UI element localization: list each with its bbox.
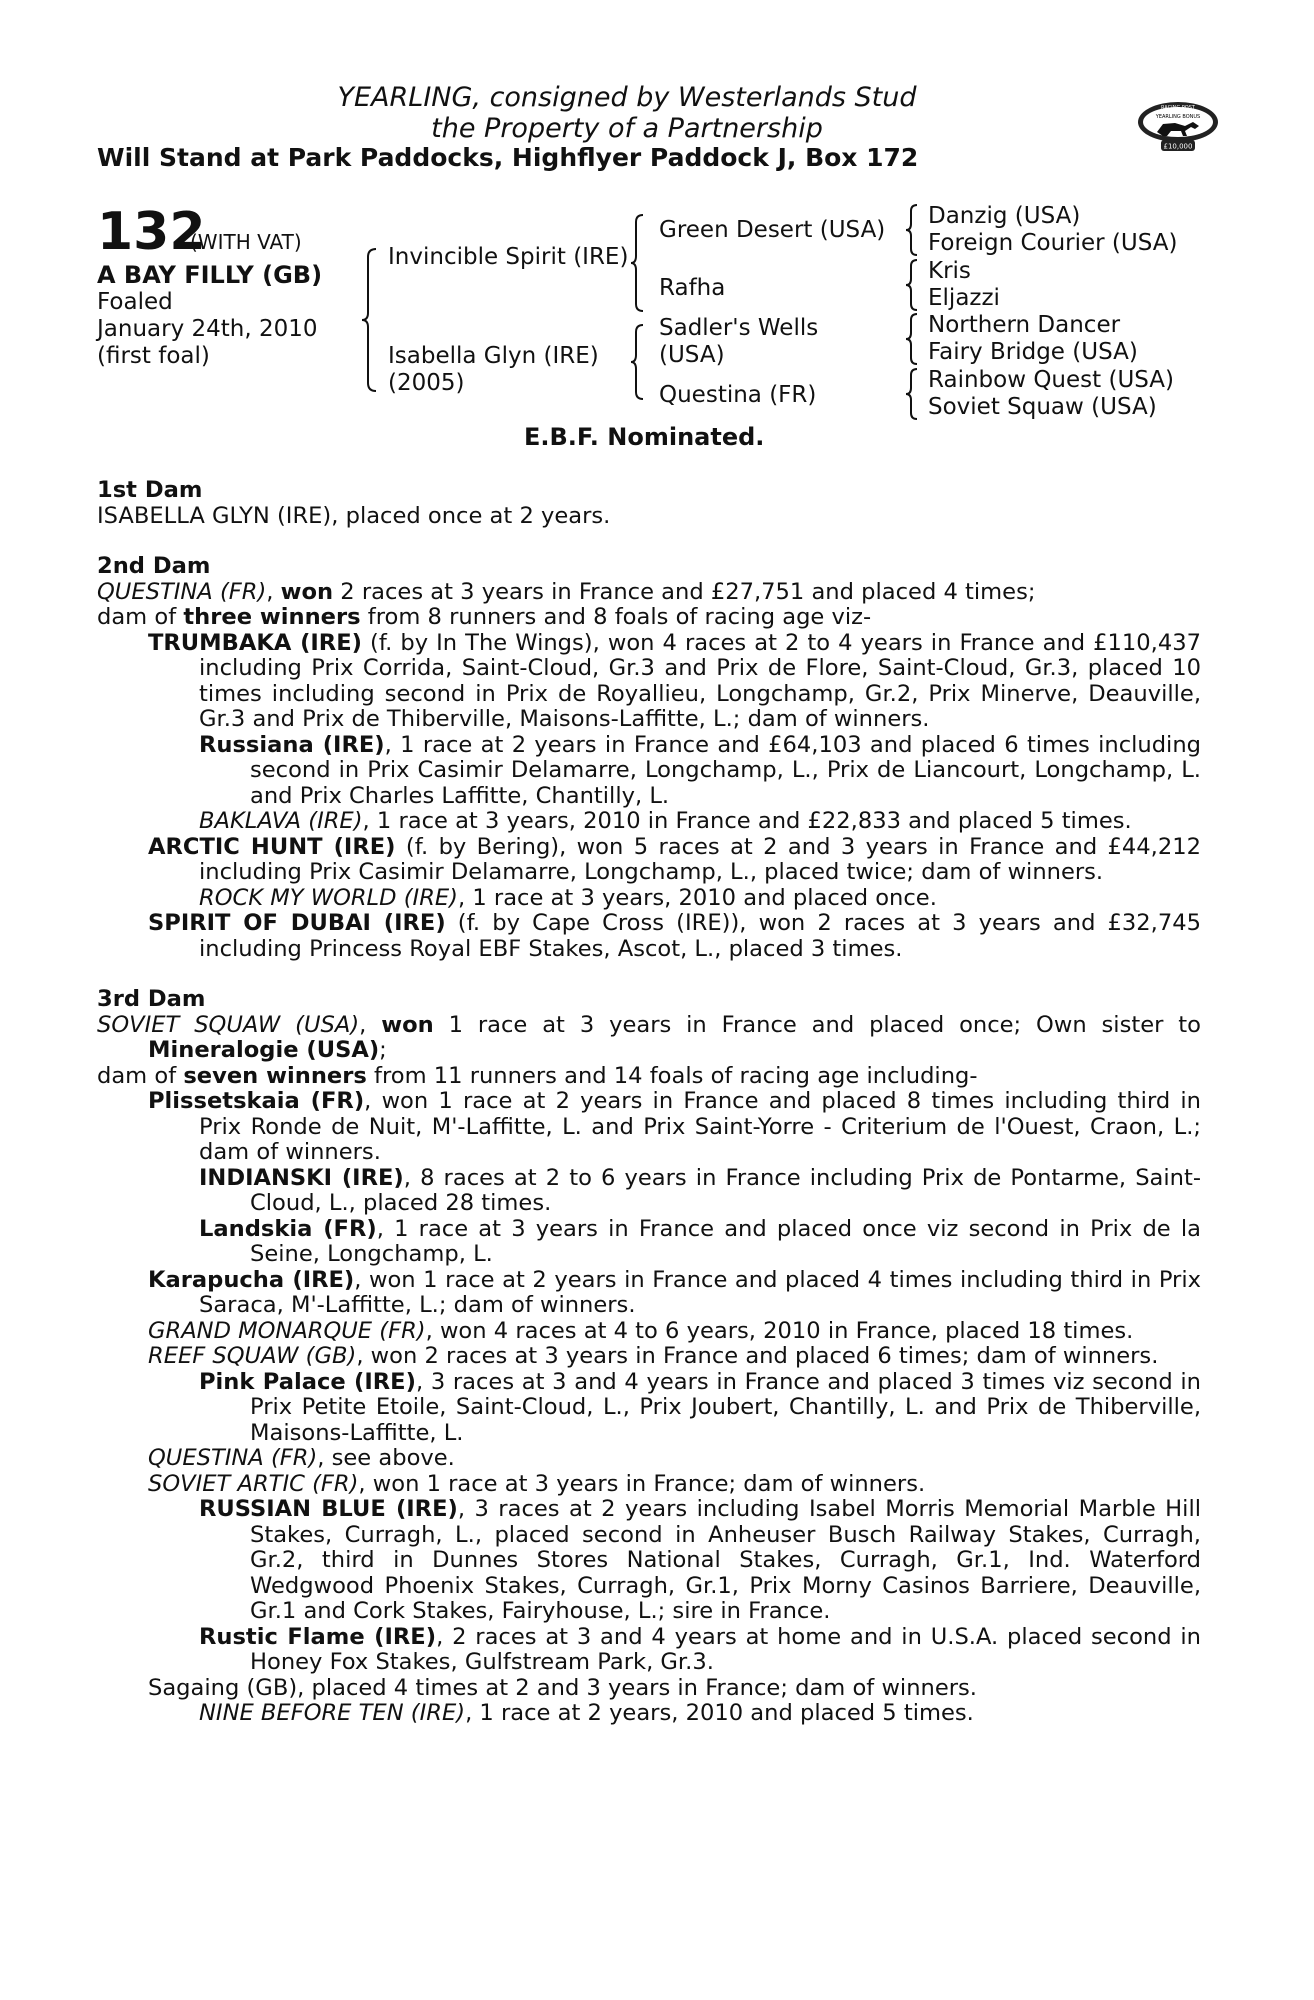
produce-trumbaka: TRUMBAKA (IRE) (f. by In The Wings), won 4 races at 2 to 4 years in France and £110,437 including Prix Corrida, Saint-Cloud, Gr.3 and Prix de Flore, Saint-Cloud, Gr.3, placed 10 times including second in Prix de Royallieu, Longchamp, Gr.2, Prix Minerve, Deauville, Gr.3 and Prix de Thiberville, Maisons-Laffitte, L.; dam of winners. xyxy=(148,629,1201,732)
produce-russiana: Russiana (IRE), 1 race at 2 years in France and £64,103 and placed 6 times including second in Prix Casimir Delamarre, Longchamp, L., Prix de Liancourt, Longchamp, L. and Prix Charles Laffitte, Chantilly, L. xyxy=(199,731,1202,809)
produce-russian-blue: RUSSIAN BLUE (IRE), 3 races at 2 years including Isabel Morris Memorial Marble Hill Stakes, Curragh, L., placed second in Anheuser Busch Railway Stakes, Curragh, Gr.2, third in Dunnes Stores National Stakes, Curragh, Gr.1, Ind. Waterford Wedgwood Phoenix Stakes, Curragh, Gr.1, Prix Morny Casinos Barriere, Deauville, Gr.1 and Cork Stakes, Fairyhouse, L.; sire in France. xyxy=(199,1496,1201,1624)
pedigree-sire-sire: Green Desert (USA) xyxy=(659,217,886,243)
produce-grand-monarque: GRAND MONARQUE (FR), won 4 races at 4 to 6 years, 2010 in France, placed 18 times. xyxy=(148,1317,1134,1344)
yearling-bonus-badge-icon xyxy=(1135,96,1221,156)
produce-questina: QUESTINA (FR), see above. xyxy=(148,1445,455,1471)
pedigree-ddd: Soviet Squaw (USA) xyxy=(928,394,1157,420)
pedigree-brace-dam xyxy=(629,322,647,402)
pedigree-brace-ss xyxy=(904,202,920,258)
pedigree-dam-sire-country: (USA) xyxy=(659,342,725,368)
catalogue-body xyxy=(97,478,1201,1727)
second-dam-title: 2nd Dam xyxy=(97,553,211,579)
second-dam-line1: QUESTINA (FR), won 2 races at 3 years in France and £27,751 and placed 4 times; xyxy=(97,578,1036,605)
pedigree-dam-dam: Questina (FR) xyxy=(659,382,817,408)
produce-spirit-of-dubai: SPIRIT OF DUBAI (IRE) (f. by Cape Cross (IRE)), won 2 races at 3 years and £32,745 including Princess Royal EBF Stakes, Ascot, L., placed 3 times. xyxy=(148,910,1201,962)
pedigree-sire-dam: Rafha xyxy=(659,275,726,301)
first-dam-title: 1st Dam xyxy=(97,477,203,503)
produce-rock-my-world: ROCK MY WORLD (IRE), 1 race at 3 years, 2010 and placed once. xyxy=(199,884,937,911)
badge-top-text: RACING POST xyxy=(1161,105,1195,111)
horse-name: A BAY FILLY (GB) xyxy=(97,261,323,289)
produce-nine-before-ten: NINE BEFORE TEN (IRE), 1 race at 2 years, 2010 and placed 5 times. xyxy=(199,1700,974,1726)
lot-number: 132 xyxy=(97,202,206,262)
pedigree-brace-sd xyxy=(904,257,920,313)
third-dam-line1: SOVIET SQUAW (USA), won 1 race at 3 years in France and placed once; Own sister to Mineralogie (USA); xyxy=(97,1011,1201,1063)
produce-arctic-hunt: ARCTIC HUNT (IRE) (f. by Bering), won 5 races at 2 and 3 years in France and £44,212 including Prix Casimir Delamarre, Longchamp, L., placed twice; dam of winners. xyxy=(148,833,1201,885)
produce-reef-squaw: REEF SQUAW (GB), won 2 races at 3 years in France and placed 6 times; dam of winners. xyxy=(148,1343,1159,1369)
produce-baklava: BAKLAVA (IRE), 1 race at 3 years, 2010 in France and £22,833 and placed 5 times. xyxy=(199,808,1132,834)
produce-pink-palace: Pink Palace (IRE), 3 races at 3 and 4 years in France and placed 3 times viz second in Prix Petite Etoile, Saint-Cloud, L., Prix Joubert, Chantilly, L. and Prix de Thiberville, Maisons-Laffitte, L. xyxy=(199,1368,1201,1446)
produce-indianski: INDIANSKI (IRE), 8 races at 2 to 6 years in France including Prix de Pontarme, Saint-Cloud, L., placed 28 times. xyxy=(199,1164,1201,1216)
pedigree-brace-ds xyxy=(904,311,920,367)
produce-karapucha: Karapucha (IRE), won 1 race at 2 years in France and placed 4 times including third in Prix Saraca, M'-Laffitte, L.; dam of winners. xyxy=(148,1266,1201,1318)
produce-soviet-artic: SOVIET ARTIC (FR), won 1 race at 3 years in France; dam of winners. xyxy=(148,1470,926,1497)
pedigree-ssd: Foreign Courier (USA) xyxy=(928,230,1178,256)
produce-plissetskaia: Plissetskaia (FR), won 1 race at 2 years in France and placed 8 times including third in Prix Ronde de Nuit, M'-Laffitte, L. and Prix Saint-Yorre - Criterium de l'Ouest, Craon, L.; dam of winners. xyxy=(148,1088,1201,1165)
foal-note: (first foal) xyxy=(97,343,210,369)
produce-sagaing: Sagaing (GB), placed 4 times at 2 and 3 years in France; dam of winners. xyxy=(148,1674,977,1701)
header-property: the Property of a Partnership xyxy=(431,113,823,144)
first-dam-text: ISABELLA GLYN (IRE), placed once at 2 years. xyxy=(97,502,611,529)
pedigree-sss: Danzig (USA) xyxy=(928,203,1081,229)
badge-mid-text: YEARLING BONUS xyxy=(1155,114,1201,120)
third-dam-title: 3rd Dam xyxy=(97,986,206,1012)
produce-rustic-flame: Rustic Flame (IRE), 2 races at 3 and 4 years at home and in U.S.A. placed second in Honey Fox Stakes, Gulfstream Park, Gr.3. xyxy=(199,1623,1201,1675)
pedigree-brace-sire xyxy=(629,212,647,314)
pedigree-sdd: Eljazzi xyxy=(928,285,1000,311)
pedigree-dds: Rainbow Quest (USA) xyxy=(928,367,1175,393)
pedigree-dsd: Fairy Bridge (USA) xyxy=(928,339,1138,365)
pedigree-sds: Kris xyxy=(928,258,971,284)
pedigree-dam-sire: Sadler's Wells xyxy=(659,315,819,341)
badge-amount: £10,000 xyxy=(1163,142,1193,151)
header-consignor: YEARLING, consigned by Westerlands Stud xyxy=(337,82,917,113)
third-dam-line2: dam of seven winners from 11 runners and 14 foals of racing age including- xyxy=(97,1062,978,1089)
ebf-nominated: E.B.F. Nominated. xyxy=(524,423,765,451)
pedigree-dss: Northern Dancer xyxy=(928,312,1121,338)
foaled-date: January 24th, 2010 xyxy=(97,316,318,342)
pedigree-brace-dd xyxy=(904,366,920,422)
pedigree-sire: Invincible Spirit (IRE) xyxy=(388,244,629,270)
lot-vat: (WITH VAT) xyxy=(190,230,302,254)
pedigree-dam-year: (2005) xyxy=(388,370,465,396)
pedigree-dam: Isabella Glyn (IRE) xyxy=(388,343,599,369)
foaled-label: Foaled xyxy=(97,289,173,315)
second-dam-line2: dam of three winners from 8 runners and 8 foals of racing age viz- xyxy=(97,604,872,630)
produce-landskia: Landskia (FR), 1 race at 3 years in France and placed once viz second in Prix de la Seine, Longchamp, L. xyxy=(199,1215,1202,1267)
header-location: Will Stand at Park Paddocks, Highflyer Paddock J, Box 172 xyxy=(97,143,919,172)
pedigree-brace-main xyxy=(360,245,380,395)
